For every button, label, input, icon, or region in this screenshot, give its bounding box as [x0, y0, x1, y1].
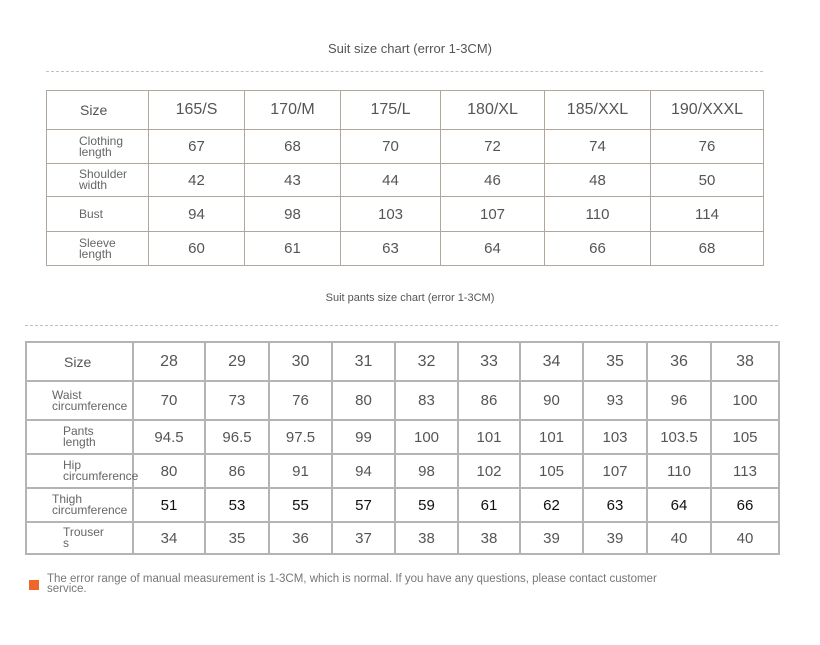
value-cell: 114	[651, 197, 764, 232]
size-header-cell: 30	[269, 342, 332, 381]
value-cell: 91	[269, 454, 332, 488]
row-label-line: circumference	[52, 398, 128, 413]
size-header-cell: 165/S	[149, 91, 245, 130]
value-cell: 60	[149, 232, 245, 266]
value-cell: 36	[269, 522, 332, 554]
value-cell: 100	[711, 381, 779, 420]
suit-size-table	[46, 90, 764, 266]
value-cell: 80	[133, 454, 205, 488]
value-cell: 107	[583, 454, 647, 488]
value-cell: 101	[458, 420, 520, 454]
value-cell: 70	[341, 130, 441, 164]
row-label-line: Sleeve	[79, 235, 116, 250]
value-cell: 39	[583, 522, 647, 554]
value-cell: 72	[441, 130, 545, 164]
value-cell: 66	[711, 488, 779, 522]
header-label: Size	[26, 342, 133, 381]
row-label	[26, 381, 133, 420]
value-cell: 113	[711, 454, 779, 488]
table-row	[26, 454, 779, 488]
suit-chart-title: Suit size chart (error 1-3CM)	[328, 41, 492, 56]
table-row	[26, 381, 779, 420]
header-row	[47, 91, 764, 130]
table-row	[26, 522, 779, 554]
row-label	[47, 130, 149, 164]
value-cell: 98	[245, 197, 341, 232]
row-label-line: circumference	[63, 469, 139, 483]
row-label	[26, 454, 139, 488]
value-cell: 68	[245, 130, 341, 164]
value-cell: 97.5	[269, 420, 332, 454]
row-label-line: length	[63, 435, 96, 449]
row-label-line: s	[63, 536, 69, 550]
value-cell: 103.5	[647, 420, 711, 454]
table-row	[47, 232, 764, 266]
row-label-line: circumference	[52, 503, 128, 517]
value-cell: 53	[205, 488, 269, 522]
size-header-cell: 28	[133, 342, 205, 381]
value-cell: 110	[647, 454, 711, 488]
value-cell: 51	[133, 488, 205, 522]
size-header-cell: 185/XXL	[545, 91, 651, 130]
row-label	[26, 522, 133, 554]
value-cell: 76	[651, 130, 764, 164]
size-header-cell: 190/XXXL	[651, 91, 764, 130]
size-header-cell: 35	[583, 342, 647, 381]
value-cell: 67	[149, 130, 245, 164]
size-header-cell: 170/M	[245, 91, 341, 130]
value-cell: 93	[583, 381, 647, 420]
value-cell: 62	[520, 488, 583, 522]
value-cell: 100	[395, 420, 458, 454]
value-cell: 66	[545, 232, 651, 266]
table-row	[47, 130, 764, 164]
value-cell: 55	[269, 488, 332, 522]
header-row	[26, 342, 779, 381]
value-cell: 43	[245, 164, 341, 197]
row-label	[26, 488, 133, 522]
value-cell: 96.5	[205, 420, 269, 454]
value-cell: 68	[651, 232, 764, 266]
row-label	[47, 164, 149, 197]
row-label-line: length	[79, 144, 112, 159]
divider	[46, 71, 763, 72]
value-cell: 98	[395, 454, 458, 488]
row-label-line: Clothing	[79, 133, 124, 148]
value-cell: 101	[520, 420, 583, 454]
value-cell: 94.5	[133, 420, 205, 454]
value-cell: 35	[205, 522, 269, 554]
value-cell: 105	[520, 454, 583, 488]
value-cell: 46	[441, 164, 545, 197]
row-label-line: Waist	[52, 387, 82, 402]
value-cell: 63	[583, 488, 647, 522]
value-cell: 57	[332, 488, 395, 522]
value-cell: 61	[245, 232, 341, 266]
row-label-line: Shoulder	[79, 167, 128, 181]
value-cell: 80	[332, 381, 395, 420]
value-cell: 103	[341, 197, 441, 232]
value-cell: 63	[341, 232, 441, 266]
row-label-line: width	[79, 178, 108, 192]
value-cell: 61	[458, 488, 520, 522]
value-cell: 94	[332, 454, 395, 488]
row-label	[47, 197, 149, 232]
size-header-cell: 29	[205, 342, 269, 381]
value-cell: 64	[647, 488, 711, 522]
value-cell: 48	[545, 164, 651, 197]
size-header-cell: 38	[711, 342, 779, 381]
table-row	[26, 420, 779, 454]
value-cell: 38	[395, 522, 458, 554]
value-cell: 83	[395, 381, 458, 420]
row-label-line: Trouser	[63, 525, 104, 539]
value-cell: 107	[441, 197, 545, 232]
value-cell: 74	[545, 130, 651, 164]
table-row	[47, 197, 764, 232]
table-row	[26, 488, 779, 522]
bullet-square-icon	[29, 580, 39, 590]
value-cell: 70	[133, 381, 205, 420]
row-label-line: Thigh	[52, 492, 83, 506]
measurement-note: The error range of manual measurement is 1-3CM, which is normal. If you have any questions, please contact customer service.	[47, 573, 657, 595]
value-cell: 99	[332, 420, 395, 454]
value-cell: 102	[458, 454, 520, 488]
value-cell: 39	[520, 522, 583, 554]
row-label	[26, 420, 133, 454]
header-label: Size	[47, 91, 149, 130]
value-cell: 86	[458, 381, 520, 420]
divider	[25, 325, 778, 326]
value-cell: 64	[441, 232, 545, 266]
row-label-line: Bust	[79, 206, 104, 221]
value-cell: 73	[205, 381, 269, 420]
size-header-cell: 180/XL	[441, 91, 545, 130]
value-cell: 96	[647, 381, 711, 420]
size-header-cell: 32	[395, 342, 458, 381]
value-cell: 90	[520, 381, 583, 420]
value-cell: 86	[205, 454, 269, 488]
value-cell: 40	[647, 522, 711, 554]
row-label-line: Hip	[63, 458, 82, 472]
value-cell: 59	[395, 488, 458, 522]
size-header-cell: 36	[647, 342, 711, 381]
value-cell: 44	[341, 164, 441, 197]
value-cell: 105	[711, 420, 779, 454]
pants-chart-title: Suit pants size chart (error 1-3CM)	[325, 292, 495, 304]
value-cell: 103	[583, 420, 647, 454]
value-cell: 42	[149, 164, 245, 197]
value-cell: 37	[332, 522, 395, 554]
value-cell: 76	[269, 381, 332, 420]
row-label	[47, 232, 149, 266]
row-label-line: length	[79, 246, 112, 261]
row-label-line: Pants	[63, 424, 94, 438]
table-row	[47, 164, 764, 197]
value-cell: 38	[458, 522, 520, 554]
pants-size-table	[25, 341, 780, 555]
value-cell: 34	[133, 522, 205, 554]
size-header-cell: 34	[520, 342, 583, 381]
value-cell: 50	[651, 164, 764, 197]
value-cell: 94	[149, 197, 245, 232]
size-header-cell: 175/L	[341, 91, 441, 130]
size-header-cell: 31	[332, 342, 395, 381]
size-header-cell: 33	[458, 342, 520, 381]
value-cell: 40	[711, 522, 779, 554]
value-cell: 110	[545, 197, 651, 232]
